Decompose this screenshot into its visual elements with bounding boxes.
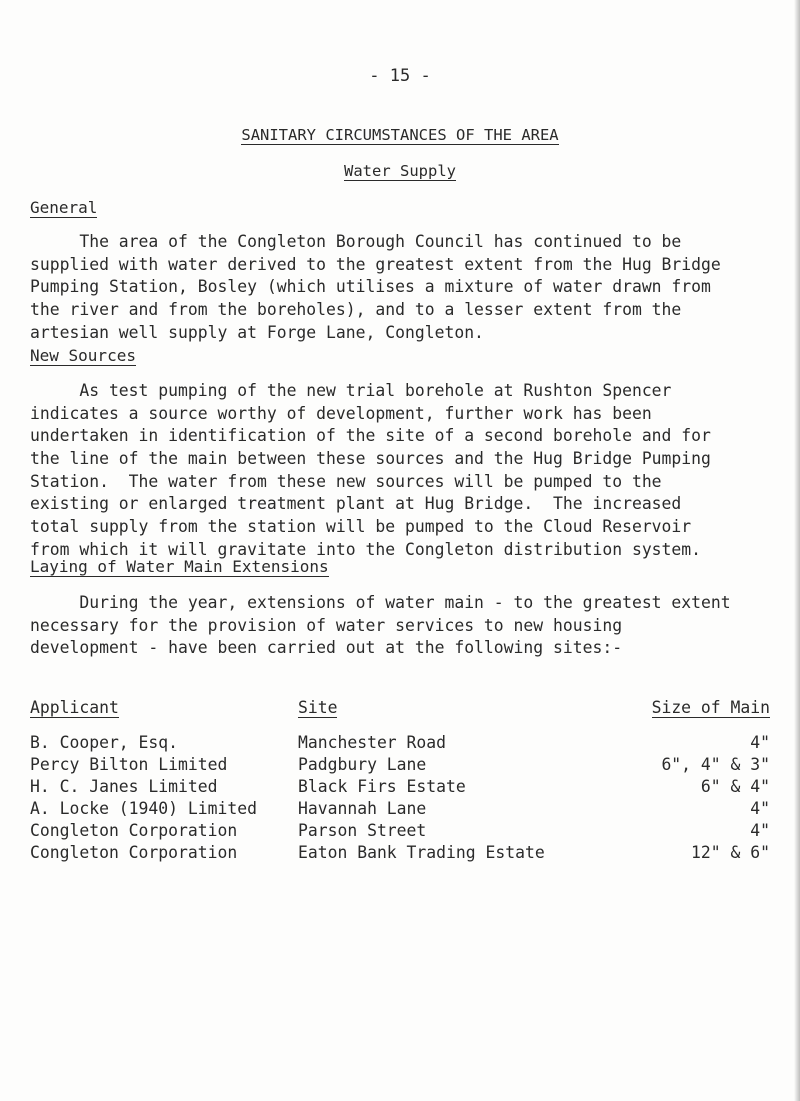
site-cell: Eaton Bank Trading Estate <box>298 843 545 862</box>
table-row <box>30 732 770 754</box>
site-cell: Parson Street <box>298 821 427 840</box>
table-row <box>30 820 770 842</box>
paragraph-line: artesian well supply at Forge Lane, Congleton. <box>30 322 484 342</box>
paragraph-line: Pumping Station, Bosley (which utilises a mixture of water drawn from <box>30 277 711 297</box>
paragraph-general <box>30 231 770 344</box>
paragraph-line: The area of the Congleton Borough Council has continued to be <box>30 232 682 251</box>
paragraph-line: indicates a source worthy of development, further work has been <box>30 403 652 423</box>
water-main-extensions-table <box>30 698 770 862</box>
paragraph-line: undertaken in identification of the site of a second borehole and for <box>30 426 711 446</box>
page-title-text: SANITARY CIRCUMSTANCES OF THE AREA <box>241 126 559 144</box>
site-cell: Padgbury Lane <box>298 755 427 774</box>
paragraph-new-sources <box>30 380 770 562</box>
table-row <box>30 842 770 864</box>
paragraph-water-main-extensions <box>30 592 770 660</box>
section-heading-general: General <box>30 198 98 217</box>
paragraph-line: necessary for the provision of water services to new housing <box>30 615 623 635</box>
paragraph-line: supplied with water derived to the greatest extent from the Hug Bridge <box>30 254 721 274</box>
size-cell: 4" <box>750 821 770 840</box>
applicant-cell: B. Cooper, Esq. <box>30 733 179 752</box>
table-row <box>30 754 770 776</box>
site-cell: Black Firs Estate <box>298 777 466 796</box>
column-header-site: Site <box>298 698 338 717</box>
column-header-size-of-main: Size of Main <box>651 698 770 717</box>
table-header-row <box>30 698 770 722</box>
page-title <box>0 126 800 144</box>
table-body <box>30 732 770 864</box>
size-cell: 4" <box>750 799 770 818</box>
paragraph-line: existing or enlarged treatment plant at Hug Bridge. The increased <box>30 494 682 514</box>
paragraph-line: development - have been carried out at the following sites:- <box>30 638 623 658</box>
applicant-cell: Congleton Corporation <box>30 843 238 862</box>
paragraph-line: total supply from the station will be pumped to the Cloud Reservoir <box>30 517 692 537</box>
site-cell: Havannah Lane <box>298 799 427 818</box>
applicant-cell: H. C. Janes Limited <box>30 777 218 796</box>
section-heading-new-sources: New Sources <box>30 346 136 365</box>
paragraph-line: During the year, extensions of water main - to the greatest extent <box>30 593 731 612</box>
paragraph-line: from which it will gravitate into the Congleton distribution system. <box>30 539 702 559</box>
paragraph-line: As test pumping of the new trial borehole at Rushton Spencer <box>30 381 672 400</box>
site-cell: Manchester Road <box>298 733 447 752</box>
column-header-applicant: Applicant <box>30 698 119 717</box>
page-subtitle <box>0 162 800 180</box>
paragraph-line: Station. The water from these new sources will be pumped to the <box>30 471 662 491</box>
applicant-cell: Congleton Corporation <box>30 821 238 840</box>
paragraph-line: the river and from the boreholes), and to a lesser extent from the <box>30 300 682 320</box>
size-cell: 6", 4" & 3" <box>661 755 770 774</box>
applicant-cell: Percy Bilton Limited <box>30 755 228 774</box>
page-number: - 15 - <box>369 66 431 86</box>
table-row <box>30 798 770 820</box>
page-subtitle-text: Water Supply <box>344 162 456 180</box>
size-cell: 4" <box>750 733 770 752</box>
size-cell: 12" & 6" <box>691 843 770 862</box>
paragraph-line: the line of the main between these sources and the Hug Bridge Pumping <box>30 449 711 469</box>
table-row <box>30 776 770 798</box>
size-cell: 6" & 4" <box>700 777 770 796</box>
section-heading-water-main-extensions: Laying of Water Main Extensions <box>30 557 329 576</box>
applicant-cell: A. Locke (1940) Limited <box>30 799 257 818</box>
